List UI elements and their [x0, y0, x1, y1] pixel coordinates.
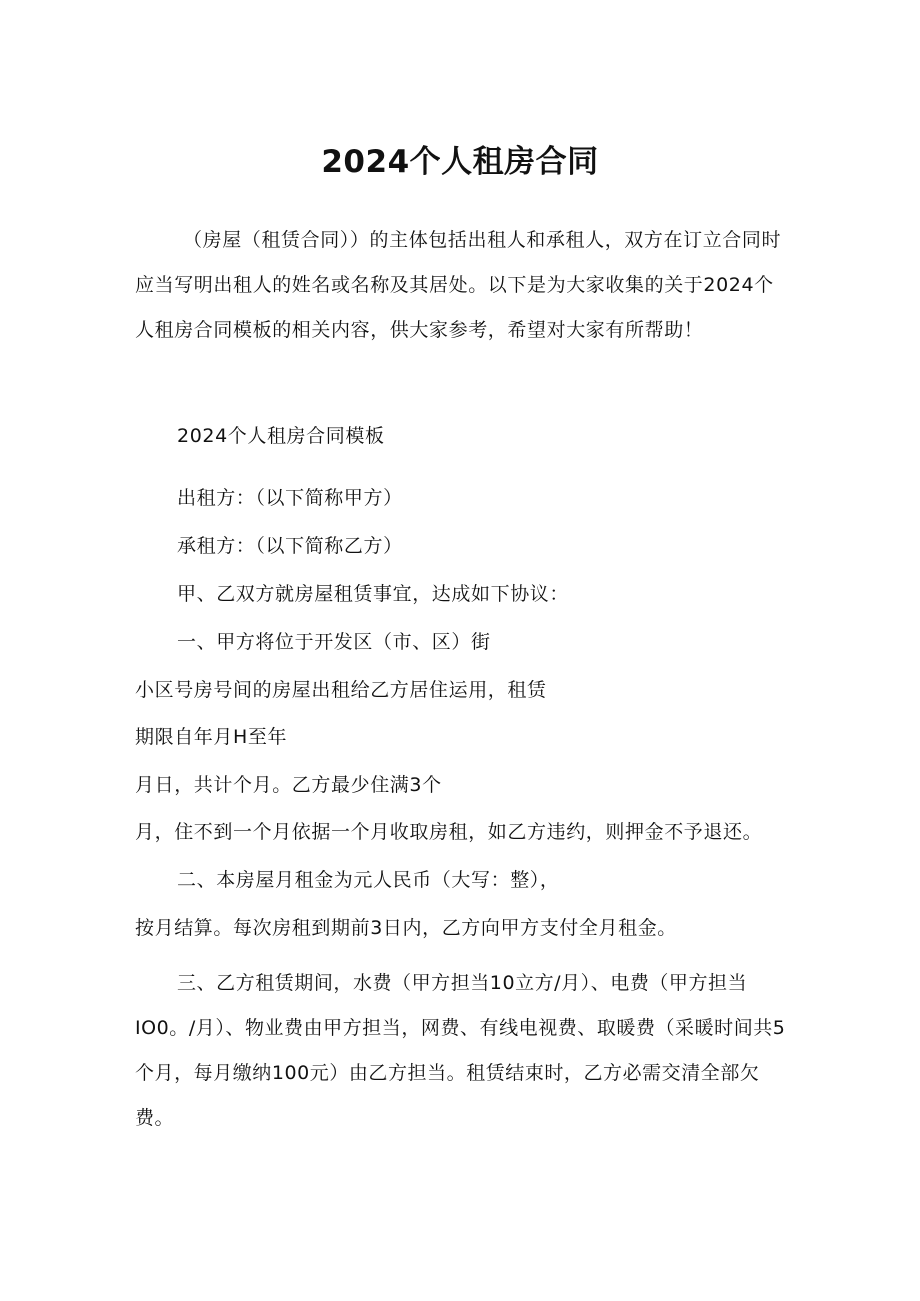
clause1-line5: 月，住不到一个月依据一个月收取房租，如乙方违约，则押金不予退还。	[135, 821, 763, 843]
clause2-line2: 按月结算。每次房租到期前3日内，乙方向甲方支付全月租金。	[135, 917, 677, 939]
clause1-line3: 期限自年月H至年	[135, 726, 288, 748]
agreement-line: 甲、乙双方就房屋租赁事宜，达成如下协议：	[177, 583, 570, 605]
clause3-paragraph: 三、乙方租赁期间，水费（甲方担当10立方/月）、电费（甲方担当IO0。/月）、物业费由甲方担当，网费、有线电视费、取暖费（采暖时间共5个月，每月缴纳100元）由乙方担当。租赁结束时，乙方必需交清全部欠费。	[135, 972, 786, 1129]
intro-paragraph: （房屋（租赁合同））的主体包括出租人和承租人，双方在订立合同时应当写明出租人的姓名或名称及其居处。以下是为大家收集的关于2024个人租房合同模板的相关内容，供大家参考，希望对大家有所帮助！	[135, 229, 782, 341]
lessor-line: 出租方：（以下简称甲方）	[177, 487, 403, 509]
clause1-line1: 一、甲方将位于开发区（市、区）街	[177, 631, 491, 653]
lessee-line: 承租方：（以下简称乙方）	[177, 535, 403, 557]
clause1-line2: 小区号房号间的房屋出租给乙方居住运用，租赁	[135, 679, 547, 701]
document-title: 2024个人租房合同	[321, 144, 599, 180]
clause1-line4: 月日，共计个月。乙方最少住满3个	[135, 774, 442, 796]
template-title: 2024个人租房合同模板	[177, 425, 385, 447]
clause2-line1: 二、本房屋月租金为元人民币（大写：整），	[177, 869, 560, 891]
